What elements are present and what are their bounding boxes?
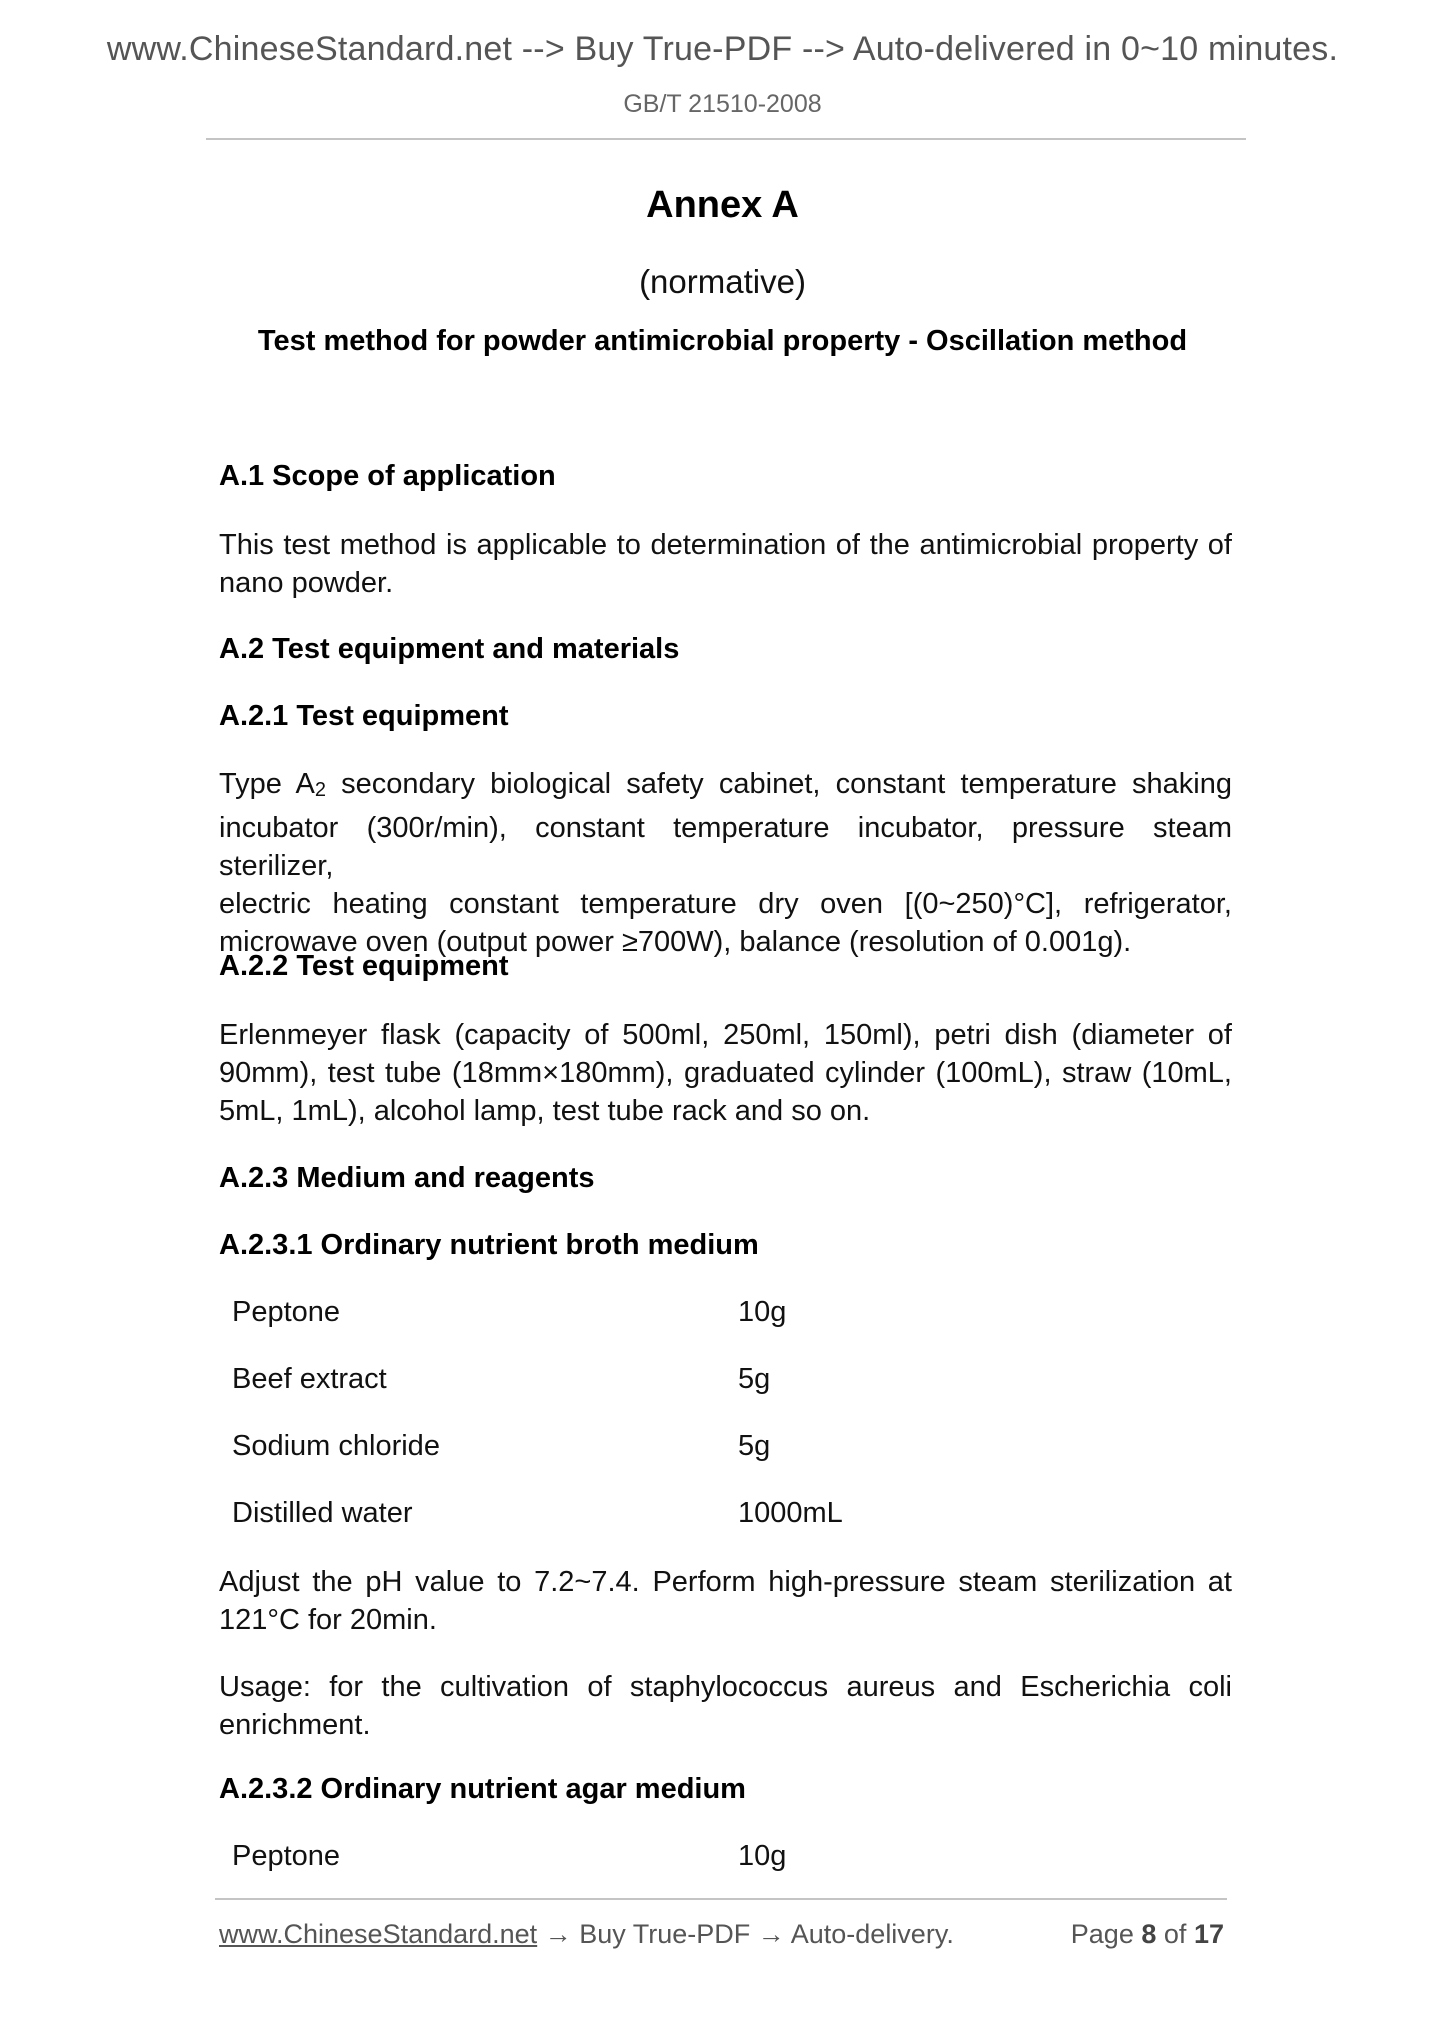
- section-heading-a23: A.2.3 Medium and reagents: [219, 1162, 595, 1194]
- section-heading-a21: A.2.1 Test equipment: [219, 700, 509, 732]
- paragraph-line: This test method is applicable to determination of the antimicrobial property of: [219, 529, 1232, 561]
- footer-site-link[interactable]: www.ChineseStandard.net: [219, 1919, 538, 1949]
- type-subscript: 2: [314, 779, 326, 801]
- page-indicator: [1071, 1919, 1224, 1950]
- document-code: GB/T 21510-2008: [623, 90, 822, 118]
- section-heading-a1: A.1 Scope of application: [219, 460, 556, 492]
- annex-kind: (normative): [639, 263, 806, 300]
- ingredient-name: Sodium chloride: [232, 1430, 440, 1462]
- section-heading-a22: A.2.2 Test equipment: [219, 950, 509, 982]
- section-body-a1: [219, 526, 1232, 602]
- paragraph-line: 121°C for 20min.: [219, 1604, 437, 1636]
- paragraph-line: electric heating constant temperature dry oven [(0~250)°C], refrigerator,: [219, 888, 1232, 920]
- section-heading-a231: A.2.3.1 Ordinary nutrient broth medium: [219, 1229, 759, 1261]
- paragraph-line: incubator (300r/min), constant temperature incubator, pressure steam sterilizer,: [219, 812, 1232, 882]
- type-label: Type A: [219, 768, 315, 800]
- header-divider: [206, 138, 1246, 140]
- section-body-a231-ph: [219, 1563, 1232, 1639]
- paragraph-line: enrichment.: [219, 1709, 371, 1741]
- paragraph-line: Adjust the pH value to 7.2~7.4. Perform high-pressure steam sterilization at: [219, 1566, 1232, 1598]
- footer-divider: [215, 1898, 1227, 1900]
- paragraph-line: Erlenmeyer flask (capacity of 500ml, 250ml, 150ml), petri dish (diameter of: [219, 1019, 1232, 1051]
- annex-subtitle: Test method for powder antimicrobial property - Oscillation method: [257, 325, 1188, 357]
- paragraph-line: Usage: for the cultivation of staphylococcus aureus and Escherichia coli: [219, 1671, 1232, 1703]
- ingredient-name: Distilled water: [232, 1497, 413, 1529]
- line-rest: secondary biological safety cabinet, constant temperature shaking: [325, 768, 1233, 800]
- paragraph-line: 5mL, 1mL), alcohol lamp, test tube rack and so on.: [219, 1095, 871, 1127]
- paragraph-line: nano powder.: [219, 567, 394, 599]
- page-word: Page: [1070, 1919, 1134, 1949]
- section-body-a22: [219, 1016, 1232, 1130]
- ingredient-quantity: 1000mL: [738, 1497, 843, 1529]
- section-heading-a2: A.2 Test equipment and materials: [219, 633, 680, 665]
- ingredient-name: Beef extract: [232, 1363, 387, 1395]
- paragraph-line: 90mm), test tube (18mm×180mm), graduated cylinder (100mL), straw (10mL,: [219, 1057, 1232, 1089]
- page-total: 17: [1193, 1919, 1224, 1949]
- footer-tagline: → Buy True-PDF → Auto-delivery.: [537, 1919, 954, 1949]
- paragraph-line: [219, 765, 1232, 809]
- ingredient-quantity: 10g: [738, 1296, 787, 1328]
- annex-title: Annex A: [646, 184, 799, 226]
- section-heading-a232: A.2.3.2 Ordinary nutrient agar medium: [219, 1773, 746, 1805]
- ingredient-quantity: 5g: [738, 1363, 771, 1395]
- ingredient-name: Peptone: [232, 1840, 341, 1872]
- ingredient-quantity: 10g: [738, 1840, 787, 1872]
- header-banner: www.ChineseStandard.net --> Buy True-PDF --> Auto-delivered in 0~10 minutes.: [106, 30, 1339, 68]
- page-footer: [219, 1919, 1224, 1950]
- of-word: of: [1163, 1919, 1187, 1949]
- section-body-a231-usage: [219, 1668, 1232, 1744]
- ingredient-name: Peptone: [232, 1296, 341, 1328]
- ingredient-quantity: 5g: [738, 1430, 771, 1462]
- section-body-a21: [219, 765, 1232, 961]
- page-number: 8: [1141, 1919, 1157, 1949]
- paragraph-line: microwave oven (output power ≥700W), balance (resolution of 0.001g).: [219, 926, 1132, 958]
